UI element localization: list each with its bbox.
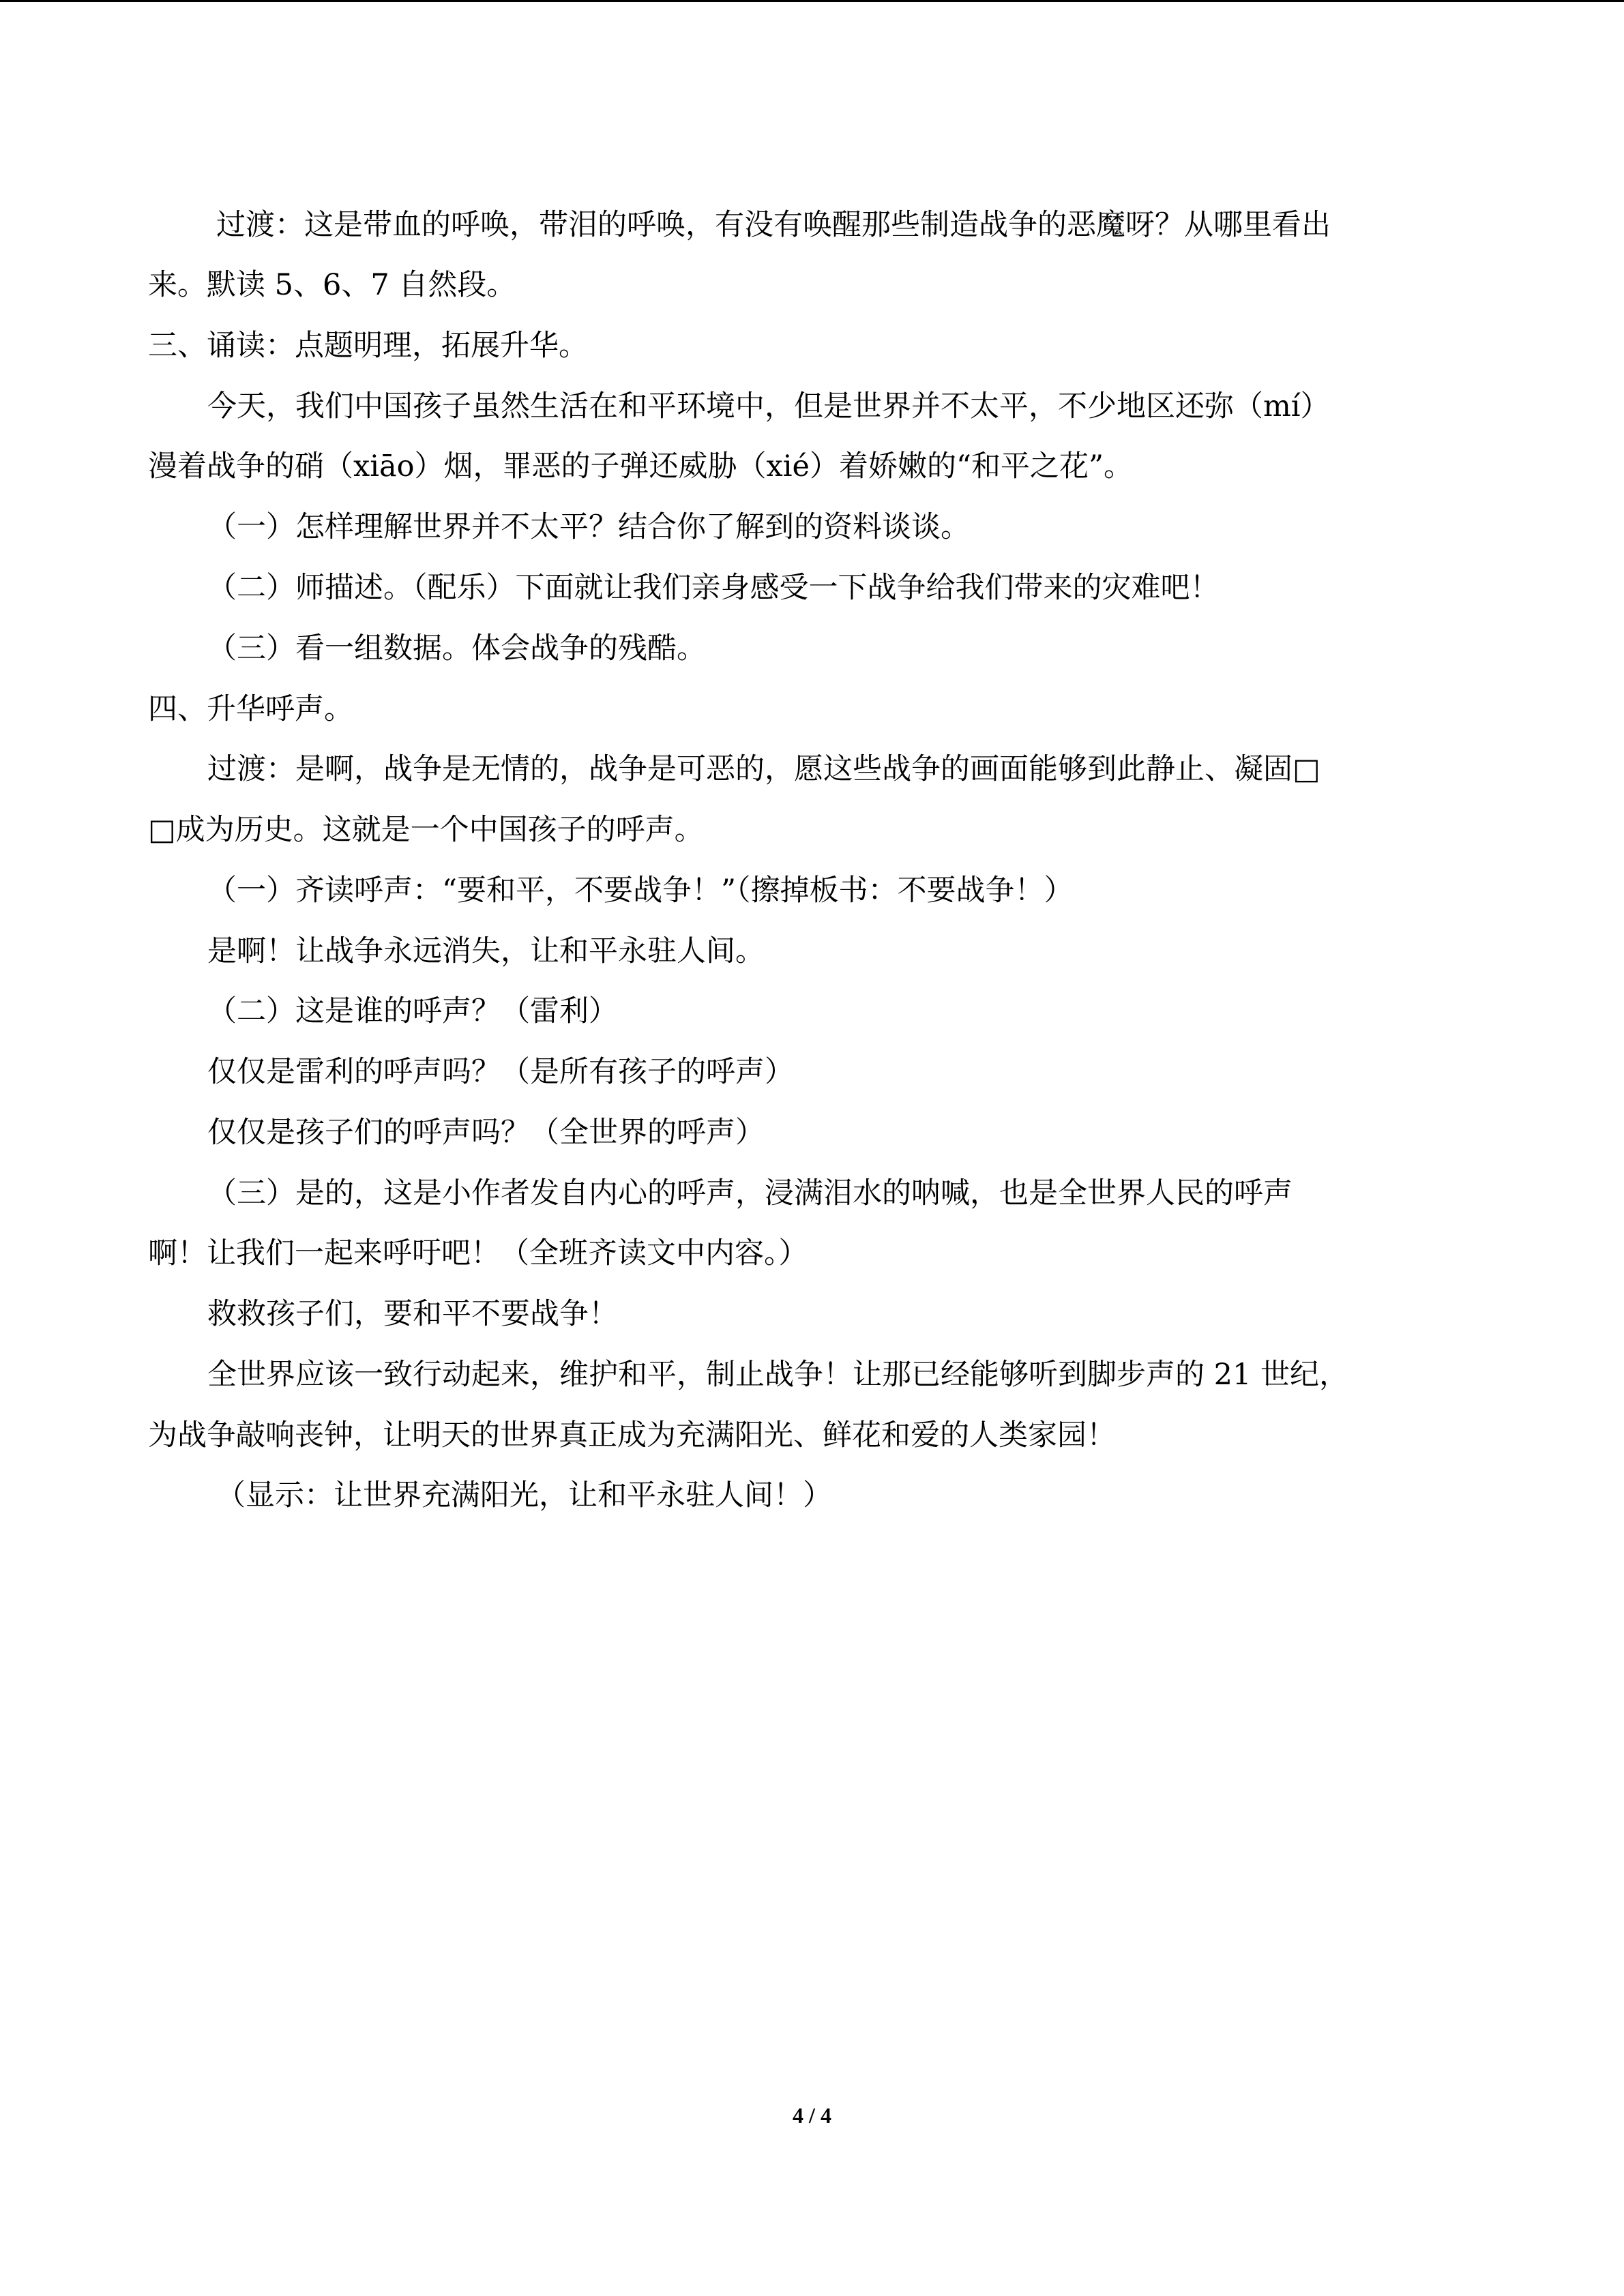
- section-heading-3: 三、诵读：点题明理，拓展升华。: [148, 329, 588, 363]
- top-border-rule: [0, 0, 1624, 2]
- paragraph-line: （显示：让世界充满阳光，让和平永驻人间！）: [216, 1478, 832, 1512]
- list-item: （二）这是谁的呼声？（雷利）: [207, 994, 618, 1028]
- paragraph-line: 救救孩子们，要和平不要战争！: [207, 1297, 618, 1331]
- list-item: （二）师描述。（配乐）下面就让我们亲身感受一下战争给我们带来的灾难吧！: [207, 571, 1220, 605]
- list-item: （一）齐读呼声：“要和平，不要战争！”（擦掉板书：不要战争！）: [207, 874, 1074, 908]
- paragraph-line: 漫着战争的硝（xiāo）烟，罪恶的子弹还威胁（xié）着娇嫩的“和平之花”。: [148, 449, 1133, 483]
- paragraph-line: 是啊！让战争永远消失，让和平永驻人间。: [207, 934, 765, 968]
- page-number: 4 / 4: [793, 2103, 831, 2128]
- paragraph-line: 过渡：是啊，战争是无情的，战争是可恶的，愿这些战争的画面能够到此静止、凝固□: [207, 752, 1320, 786]
- list-item: （三）是的，这是小作者发自内心的呼声，浸满泪水的呐喊，也是全世界人民的呼声: [207, 1176, 1293, 1210]
- paragraph-line: □成为历史。这就是一个中国孩子的呼声。: [148, 813, 704, 847]
- paragraph-line: 为战争敲响丧钟，让明天的世界真正成为充满阳光、鲜花和爱的人类家园！: [148, 1418, 1116, 1452]
- list-item: （一）怎样理解世界并不太平？结合你了解到的资料谈谈。: [207, 510, 970, 544]
- paragraph-line: 来。默读 5、6、7 自然段。: [148, 268, 516, 302]
- paragraph-line: 仅仅是孩子们的呼声吗？（全世界的呼声）: [207, 1116, 765, 1150]
- paragraph-line: 过渡：这是带血的呼唤，带泪的呼唤，有没有唤醒那些制造战争的恶魔呀？从哪里看出: [216, 208, 1331, 242]
- section-heading-4: 四、升华呼声。: [148, 692, 353, 726]
- paragraph-line: 仅仅是雷利的呼声吗？（是所有孩子的呼声）: [207, 1055, 794, 1089]
- list-item: （三）看一组数据。体会战争的残酷。: [207, 631, 706, 666]
- paragraph-line: 今天，我们中国孩子虽然生活在和平环境中，但是世界并不太平，不少地区还弥（mí）: [207, 389, 1330, 423]
- paragraph-line: 全世界应该一致行动起来，维护和平，制止战争！让那已经能够听到脚步声的 21 世纪，: [207, 1358, 1349, 1392]
- paragraph-line: 啊！让我们一起来呼吁吧！（全班齐读文中内容。）: [148, 1236, 808, 1270]
